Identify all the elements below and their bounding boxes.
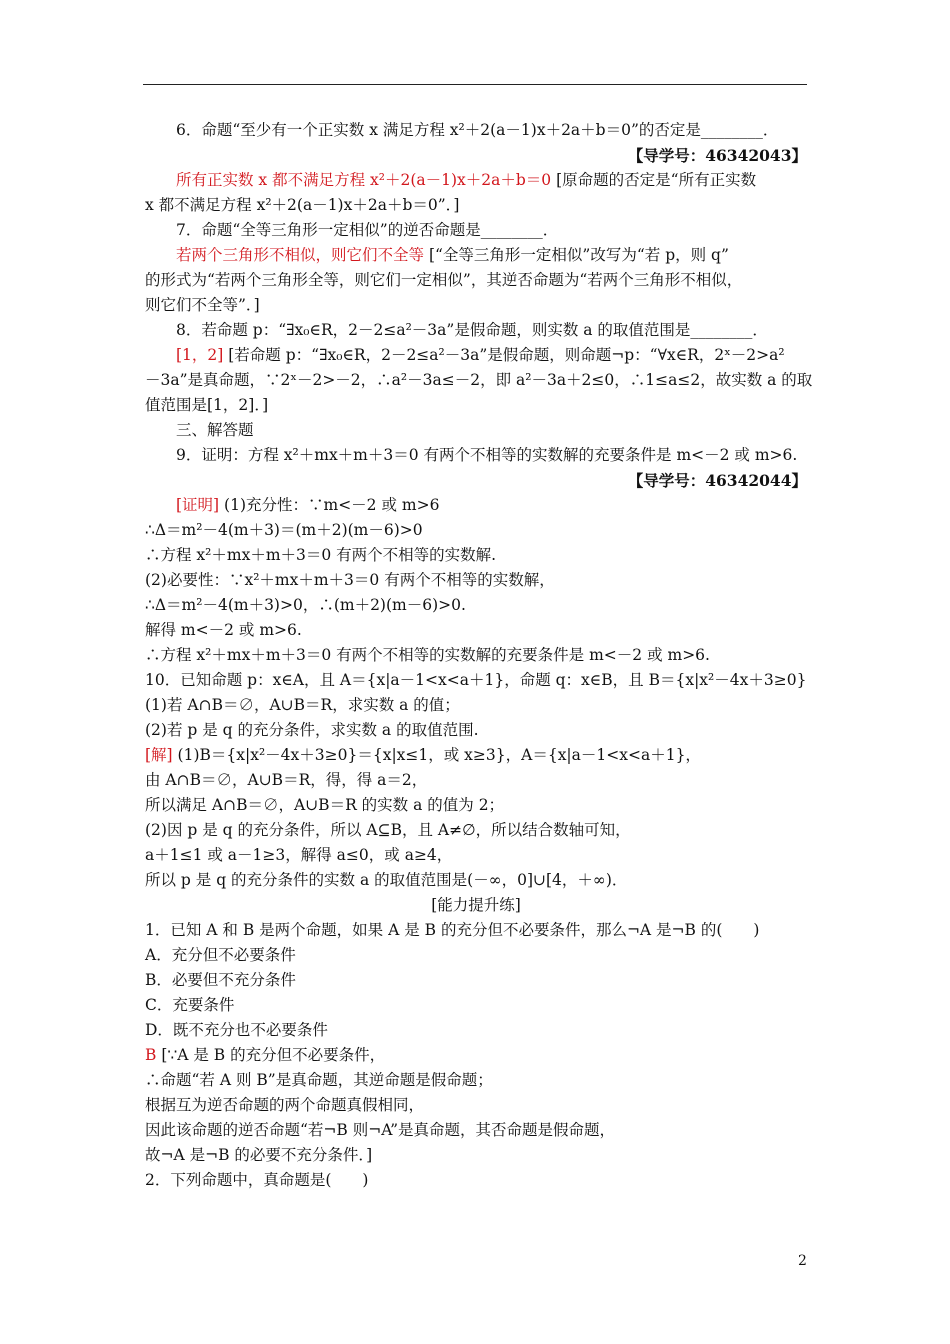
text-line (145, 393, 807, 418)
text-line (145, 843, 807, 868)
text-span: (1)充分性：∵m<－2 或 m>6 (219, 496, 440, 514)
text-span: a＋1≤1 或 a－1≥3，解得 a≤0，或 a≥4， (145, 846, 453, 864)
text-line (145, 593, 807, 618)
text-span: 1．已知 A 和 B 是两个命题，如果 A 是 B 的充分但不必要条件，那么¬A 是¬B 的( ) (145, 921, 760, 939)
text-span: 由 A∩B＝∅，A∪B＝R，得，得 a＝2， (145, 771, 428, 789)
text-span: 三、解答题 (176, 421, 254, 439)
text-line (145, 868, 807, 893)
text-line (145, 568, 807, 593)
answer-text: [证明] (176, 496, 220, 514)
text-span: [若命题 p：“∃x₀∈R，2－2≤a²－3a”是假命题，则命题¬p：“∀x∈R，2ˣ－2>a² (223, 346, 785, 364)
text-line (145, 718, 807, 743)
text-span: 值范围是[1，2]．] (145, 396, 269, 414)
text-span: x 都不满足方程 x²＋2(a－1)x＋2a＋b＝0”．] (145, 196, 460, 214)
text-line (145, 1093, 807, 1118)
text-span: [∵A 是 B 的充分但不必要条件， (156, 1046, 386, 1064)
answer-text: 若两个三角形不相似，则它们不全等 (176, 246, 425, 264)
text-span: (1)若 A∩B＝∅，A∪B＝R，求实数 a 的值； (145, 696, 460, 714)
text-line (145, 1143, 807, 1168)
text-span: 【导学号：46342043】 (627, 146, 807, 165)
text-line (145, 368, 813, 393)
text-line (145, 518, 807, 543)
text-span: 则它们不全等”．] (145, 296, 260, 314)
text-span: 的形式为“若两个三角形全等，则它们一定相似”，其逆否命题为“若两个三角形不相似， (145, 271, 743, 289)
text-span: 故¬A 是¬B 的必要不充分条件．] (145, 1146, 373, 1164)
text-line (145, 818, 807, 843)
text-line (145, 193, 807, 218)
text-line (145, 893, 807, 918)
text-line (145, 143, 807, 168)
text-span: 所以满足 A∩B＝∅，A∪B＝R 的实数 a 的值为 2； (145, 796, 505, 814)
text-line (145, 793, 807, 818)
text-span: 9．证明：方程 x²＋mx＋m＋3＝0 有两个不相等的实数解的充要条件是 m<－2 或 m>6. (176, 446, 798, 464)
text-line (145, 1018, 807, 1043)
text-span: 所以 p 是 q 的充分条件的实数 a 的取值范围是(－∞，0]∪[4，＋∞)． (145, 871, 628, 889)
text-line (145, 993, 807, 1018)
text-span: ∴方程 x²＋mx＋m＋3＝0 有两个不相等的实数解的充要条件是 m<－2 或 m>6. (145, 646, 710, 664)
text-line (145, 318, 807, 343)
text-span: (1)B＝{x|x²－4x＋3≥0}＝{x|x≤1，或 x≥3}，A＝{x|a－1<x<a＋1}， (172, 746, 701, 764)
text-line (145, 918, 807, 943)
text-span: [原命题的否定是“所有正实数 (551, 171, 757, 189)
document-body (145, 118, 813, 1193)
text-line (145, 768, 807, 793)
text-span: 根据互为逆否命题的两个命题真假相同， (145, 1096, 425, 1114)
text-span: B．必要但不充分条件 (145, 971, 296, 989)
text-span: ∴方程 x²＋mx＋m＋3＝0 有两个不相等的实数解. (145, 546, 497, 564)
answer-text: [1，2] (176, 346, 224, 364)
text-span: (2)若 p 是 q 的充分条件，求实数 a 的取值范围. (145, 721, 479, 739)
text-span: C．充要条件 (145, 996, 235, 1014)
answer-text: B (145, 1046, 157, 1064)
text-line (145, 343, 807, 368)
text-line (145, 1118, 807, 1143)
text-span: [能力提升练] (431, 896, 521, 914)
text-span: 6．命题“至少有一个正实数 x 满足方程 x²＋2(a－1)x＋2a＋b＝0”的否定是________． (176, 121, 779, 139)
answer-text: [解] (145, 746, 173, 764)
text-line (145, 968, 807, 993)
text-line (145, 543, 807, 568)
text-line (145, 743, 807, 768)
header-rule (143, 84, 807, 85)
text-line (145, 268, 807, 293)
text-span: [“全等三角形一定相似”改写为“若 p，则 q” (424, 246, 729, 264)
text-span: 7．命题“全等三角形一定相似”的逆否命题是________． (176, 221, 559, 239)
text-line (145, 618, 807, 643)
text-line (145, 693, 807, 718)
text-line (145, 418, 807, 443)
text-span: 【导学号：46342044】 (627, 471, 807, 490)
page-number: 2 (798, 1253, 807, 1269)
text-span: －3a”是真命题，∵2ˣ－2>－2，∴a²－3a≤－2，即 a²－3a＋2≤0，∴1≤a≤2，故实数 a 的取 (145, 371, 813, 389)
text-span: 8．若命题 p：“∃x₀∈R，2－2≤a²－3a”是假命题，则实数 a 的取值范围是________． (176, 321, 768, 339)
text-line (145, 168, 807, 193)
text-line (145, 468, 807, 493)
text-line (145, 443, 807, 468)
text-line (145, 668, 807, 693)
text-span: ∴Δ＝m²－4(m＋3)＝(m＋2)(m－6)>0 (145, 521, 423, 539)
text-span: 因此该命题的逆否命题“若¬B 则¬A”是真命题，其否命题是假命题， (145, 1121, 616, 1139)
text-span: D．既不充分也不必要条件 (145, 1021, 328, 1039)
text-span: ∴Δ＝m²－4(m＋3)>0，∴(m＋2)(m－6)>0. (145, 596, 466, 614)
text-line (145, 1168, 807, 1193)
text-line (145, 493, 807, 518)
text-span: 10．已知命题 p：x∈A，且 A＝{x|a－1<x<a＋1}，命题 q：x∈B，且 B＝{x|x²－4x＋3≥0} (145, 671, 807, 689)
text-span: 2．下列命题中，真命题是( ) (145, 1171, 369, 1189)
text-line (145, 1043, 807, 1068)
text-line (145, 943, 807, 968)
text-line (145, 643, 807, 668)
text-span: (2)必要性：∵x²＋mx＋m＋3＝0 有两个不相等的实数解， (145, 571, 555, 589)
text-span: A．充分但不必要条件 (145, 946, 296, 964)
text-line (145, 1068, 807, 1093)
text-line (145, 243, 807, 268)
text-span: ∴命题“若 A 则 B”是真命题，其逆命题是假命题； (145, 1071, 493, 1089)
text-line (145, 218, 807, 243)
answer-text: 所有正实数 x 都不满足方程 x²＋2(a－1)x＋2a＋b＝0 (176, 171, 552, 189)
text-span: (2)因 p 是 q 的充分条件，所以 A⊆B，且 A≠∅，所以结合数轴可知， (145, 821, 631, 839)
text-line (145, 293, 807, 318)
text-span: 解得 m<－2 或 m>6. (145, 621, 302, 639)
text-line (145, 118, 807, 143)
